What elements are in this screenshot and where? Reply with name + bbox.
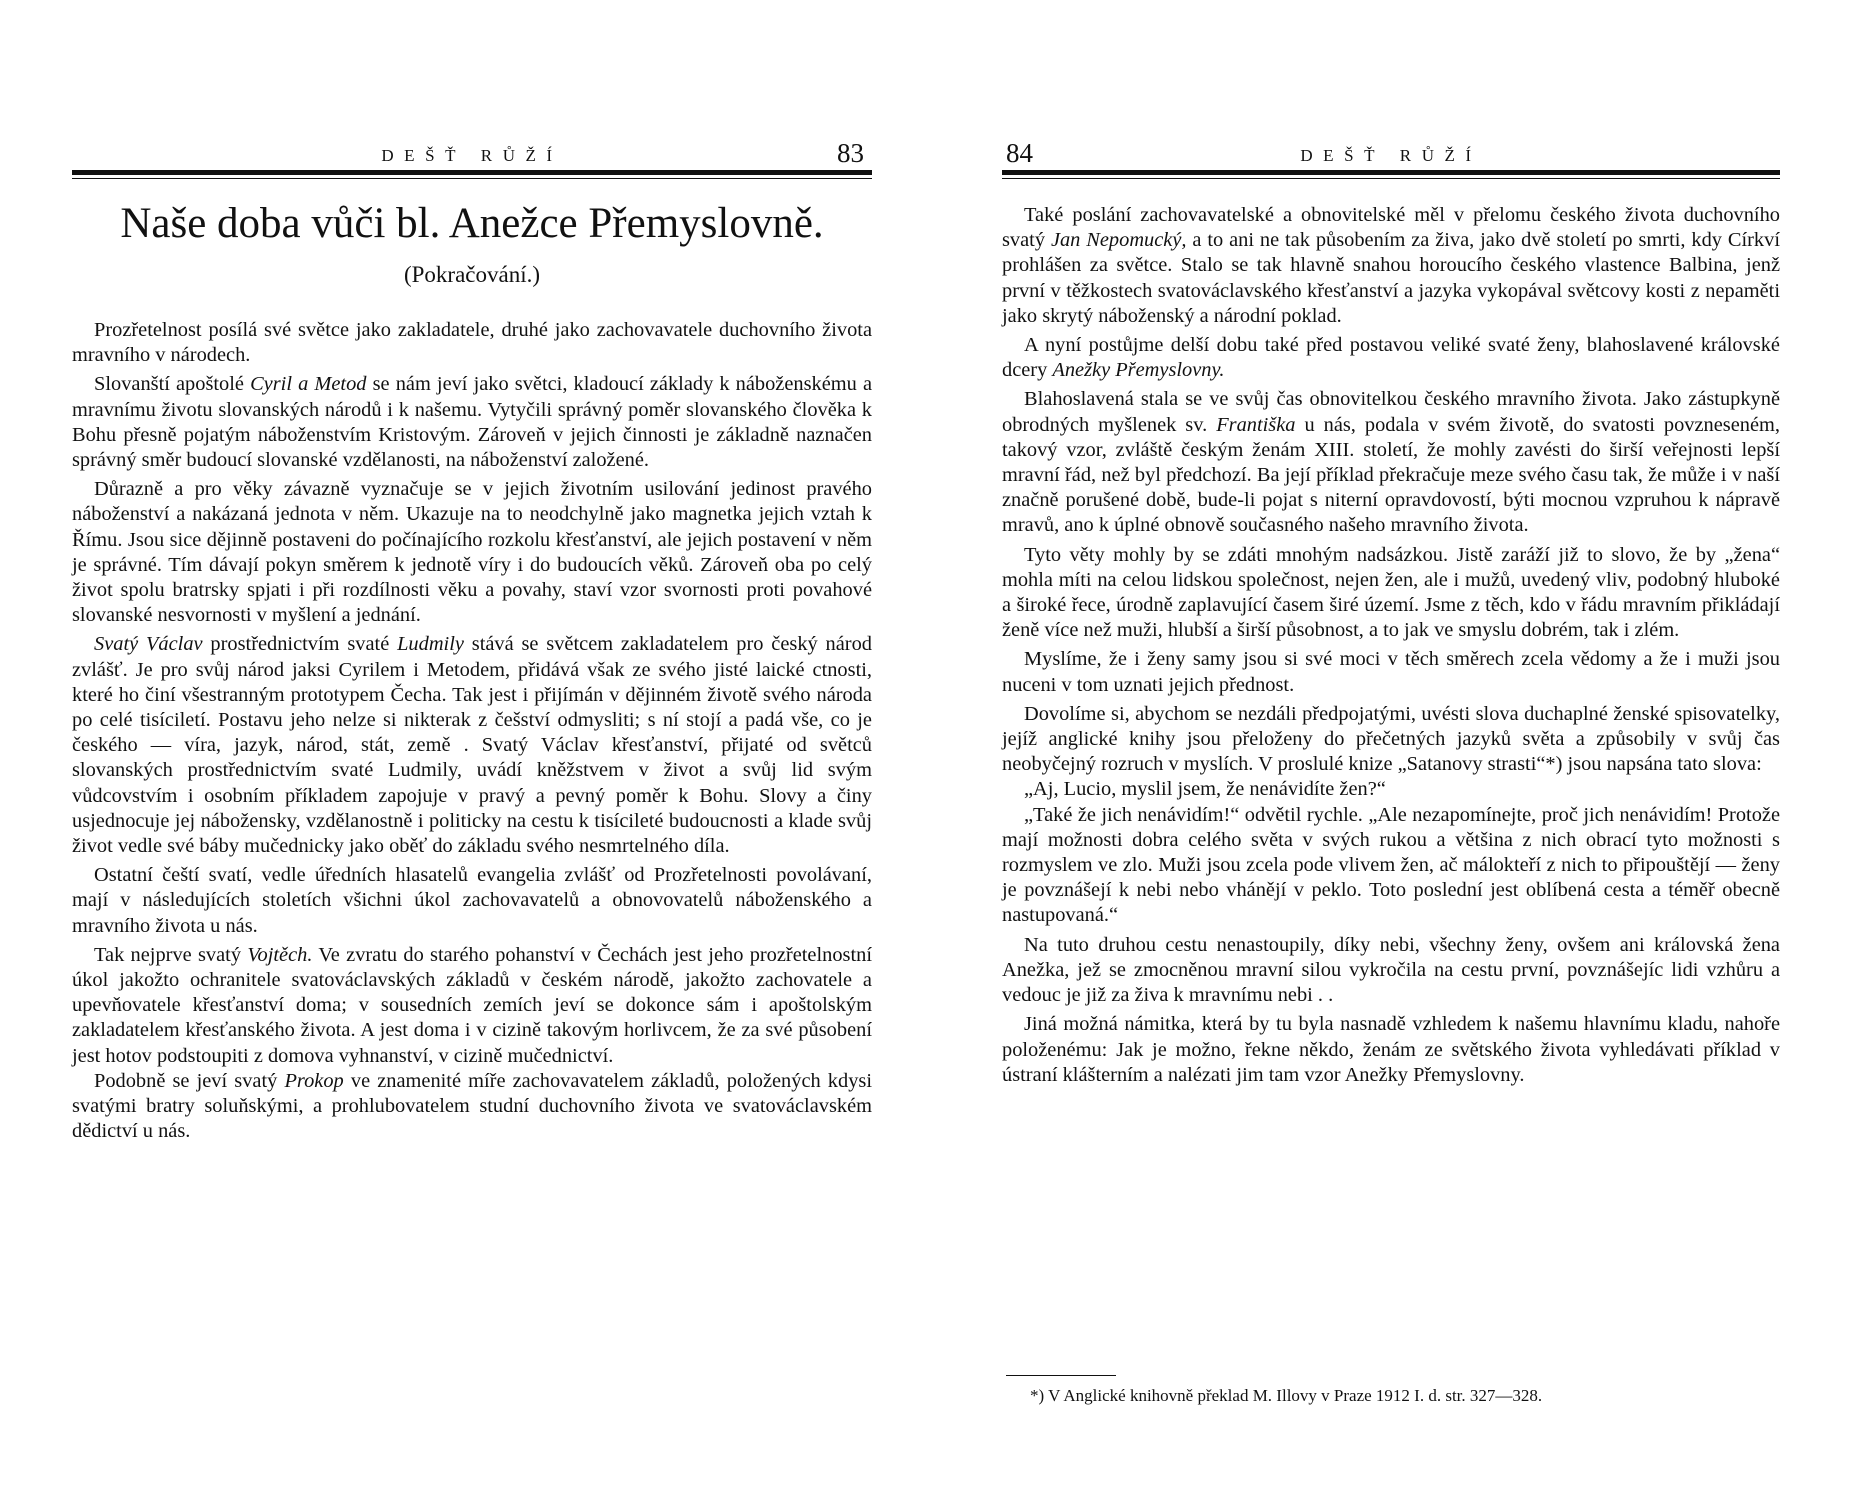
paragraph: [72, 632, 872, 859]
italic-run: Anežky Přemyslovny.: [1052, 359, 1225, 382]
italic-run: Ludmily: [397, 633, 464, 656]
header-rule: [72, 170, 872, 181]
paragraph: [1002, 777, 1780, 802]
text-run: „Také že jich nenávidím!“ odvětil rychle. „Ale nezapomínejte, proč jich nenávidím! Protože mají možnosti dobra celého světa v svých rukou a většina z nich obrací tyto možnosti s rozmyslem ve zlo. Muži jsou zcela pode vlivem žen, ač málokteří z nich to připouštějí — ženy je povznášejí k nebi nebo vhánějí v peklo. Toto poslední jest oblíbená cesta a téměř obecně nastupovaná.“: [1002, 803, 1780, 927]
text-run: Tyto věty mohly by se zdáti mnohým nadsázkou. Jistě zaráží již to slovo, že by „žena“ mohla míti na celou lidskou společnost, nejen žen, ale i mužů, uvedený vliv, podobný hluboké a široké řece, úrodně zaplavující časem širé území. Jsme z těch, kdo v řádu mravním přikládají ženě více než muži, hlubší a širší působnost, a to jak ve smyslu dobrém, tak i zlém.: [1002, 543, 1780, 642]
text-run: Dovolíme si, abychom se nezdáli předpojatými, uvésti slova duchaplné ženské spisovatelky, jejíž anglické knihy jsou přeloženy do přečetných jazyků světa a způsobily v svůj čas neobyčejný rozruch v myslích. V proslulé knize „Satanovy strasti“*) jsou napsána tato slova:: [1002, 702, 1780, 776]
italic-run: Vojtěch.: [247, 943, 313, 966]
page-number: 83: [837, 138, 864, 168]
text-run: Jiná možná námitka, která by tu byla nasnadě vzhledem k našemu hlavnímu kladu, nahoře položenému: Jak je možno, řekne někdo, ženám ze světského života vyhledávati příklad v ústraní klášterním a nalézati jim tam vzor Anežky Přemyslovny.: [1002, 1013, 1780, 1086]
article-subtitle: (Pokračování.): [403, 262, 541, 287]
right-page: [1002, 0, 1780, 1500]
page-number: 84: [1006, 138, 1033, 168]
text-run: Podobně se jeví svatý: [94, 1069, 285, 1092]
footnote-rule: [1006, 1375, 1116, 1376]
footnote: *) V Anglické knihovně překlad M. Illovy v Praze 1912 I. d. str. 327—328.: [1030, 1386, 1543, 1405]
paragraph: [72, 372, 872, 473]
paragraph: [1002, 702, 1780, 778]
body-text: [72, 318, 872, 1145]
italic-run: Svatý Václav: [94, 633, 203, 656]
text-run: Myslíme, že i ženy samy jsou si své moci v těch směrech zcela vědomy a že i muži jsou nuceni v tom uznati jejich přednost.: [1002, 648, 1780, 696]
paragraph: [1002, 387, 1780, 538]
paragraph: [1002, 543, 1780, 644]
paragraph: [72, 1069, 872, 1145]
text-run: a to ani ne tak působením za živa, jako dvě století po smrti, kdy Církví prohlášen za světce. Stalo se tak hlavně snahou horoucího českého vlastence Balbina, jenž první v těžkostech svatováclavského křesťanství a jazyka vykopával světcovy kosti z nepaměti jako skrytý náboženský a národní poklad.: [1002, 229, 1780, 327]
italic-run: Cyril a Metod: [250, 373, 367, 396]
text-run: Tak nejprve svatý: [94, 943, 248, 966]
header-rule: [1002, 170, 1780, 181]
text-run: Ve zvratu do starého pohanství v Čechách jest jeho prozřetelnostní úkol jakožto ochranitele svatováclavských základů v českém národě, jakožto zachovatele a upevňovatele křesťanství doma; v sousedních zemích jeví se dokonce sám i apoštolským zakladatelem křesťanského života. A jest doma i v cizině takovým horlivcem, že za své působení jest hotov podstoupiti z domova vyhnanství, v cizině mučednictví.: [72, 943, 873, 1067]
text-run: A nyní postůjme delší dobu také před postavou veliké svaté ženy, blahoslavené královské dcery: [1002, 334, 1780, 382]
paragraph: [72, 477, 872, 628]
paragraph: [1002, 803, 1780, 929]
paragraph: [1002, 933, 1780, 1009]
text-run: prostřednictvím svaté: [202, 633, 398, 656]
paragraph: [1002, 333, 1780, 383]
italic-run: Františka: [1216, 413, 1296, 436]
text-run: ve znamenité míře zachovavatelem základů, položených kdysi svatými bratry soluňskými, a prohlubovatelem studní duchovního života ve svatováclavském dědictví u nás.: [72, 1069, 872, 1143]
text-run: Prozřetelnost posílá své světce jako zakladatele, druhé jako zachovavatele duchovního života mravního v národech.: [72, 319, 872, 367]
text-run: Na tuto druhou cestu nenastoupily, díky nebi, všechny ženy, ovšem ani královská žena Anežka, jež se zmocněnou mravní silou vykročila na cestu první, povznášejíc lidi vzhůru a vedouc je již za živa k mravnímu nebi . .: [1002, 933, 1780, 1007]
italic-run: Jan Nepomucký,: [1050, 229, 1187, 252]
text-run: Slovanští apoštolé: [94, 373, 251, 396]
text-run: Také poslání zachovavatelské a obnovitelské měl v přelomu českého života duchovního svatý: [1002, 204, 1780, 252]
paragraph: [1002, 1012, 1780, 1088]
italic-run: Prokop: [284, 1069, 344, 1092]
paragraph: [72, 863, 872, 939]
left-page: [72, 0, 872, 1500]
text-run: „Aj, Lucio, myslil jsem, že nenávidíte žen?“: [1024, 778, 1386, 801]
running-head-title: DEŠŤ RŮŽÍ: [381, 146, 563, 165]
text-run: se nám jeví jako světci, kladoucí základy k náboženskému a mravnímu životu slovanských národů i k našemu. Vytyčili správný poměr slovanského člověka k Bohu přesně pojatým náboženstvím Kristovým. Zároveň v jejich činnosti je základně naznačen správný směr budoucí slovanské vzdělanosti, na náboženství založené.: [72, 373, 872, 472]
paragraph: [72, 318, 872, 368]
text-run: stává se světcem zakladatelem pro český národ zvlášť. Je pro svůj národ jaksi Cyrilem i Metodem, přidává však ze svého jisté laické ctnosti, které ho činí všestranným prototypem Čecha. Tak jest i přijímán v dějinném životě svého národa po celé tisíciletí. Postavu jeho nelze si nikterak z češství odmysliti; s ní stojí a padá vše, co je českého — víra, jazyk, národ, stát, země . Svatý Václav křesťanství, přijaté od světců slovanských prostřednictvím svaté Ludmily, uvádí kněžstvem v život a svůj lid svým vůdcovstvím i osobním příkladem zapojuje v pravý a pevný poměr k Bohu. Slovy a činy usjednocuje jej nábožensky, vzdělanostně i politicky na cestu k tisícileté budoucnosti a klade svůj život vedle své báby mučednicky jako oběť do základu svého nesmrtelného díla.: [72, 633, 872, 858]
running-head-title: DEŠŤ RŮŽÍ: [1300, 146, 1482, 165]
paragraph: [72, 943, 872, 1069]
text-run: Důrazně a pro věky závazně vyznačuje se v jejich životním usilování jedinost pravého náboženství a nakázaná jednota v něm. Ukazuje na to neodchylně jako magnetka jejich vztah k Římu. Jsou sice dějinně postaveni do počínajícího rozkolu křesťanství, ale jejich postavení v něm je správné. Tím dávají pokyn směrem k jednotě víry i do budoucích věků. Zároveň oba po celý život spolu bratrsky spjati i při rozdílnosti věku a povahy, staví vzor svornosti proti povahové slovanské nesvornosti v myšlení a jednání.: [72, 478, 872, 627]
text-run: Blahoslavená stala se ve svůj čas obnovitelkou českého mravního života. Jako zástupkyně obrodných myšlenek sv.: [1002, 388, 1780, 436]
paragraph: [1002, 647, 1780, 697]
text-run: u nás, podala v svém životě, do svatosti povzneseném, takový vzor, zvláště českým ženám XIII. století, že mohly zavésti do širší veřejnosti lepší mravní řád, než byl předchozí. Ba její příklad překračuje meze svého času tak, že může i v naší značně porušené době, bude-li pojat s niterní opravdovostí, býti mocnou vzpruhou k nápravě mravů, ano k úplné obnově současného našeho mravního života.: [1002, 413, 1780, 537]
paragraph: [1002, 203, 1780, 329]
article-title: Naše doba vůči bl. Anežce Přemyslovně.: [120, 200, 824, 247]
body-text: [1002, 203, 1780, 1088]
text-run: Ostatní čeští svatí, vedle úředních hlasatelů evangelia zvlášť od Prozřetelnosti povolávaní, mají v následujících stoletích všichni úkol zachovavatelů a obnovovatelů náboženského a mravního života u nás.: [72, 864, 872, 937]
